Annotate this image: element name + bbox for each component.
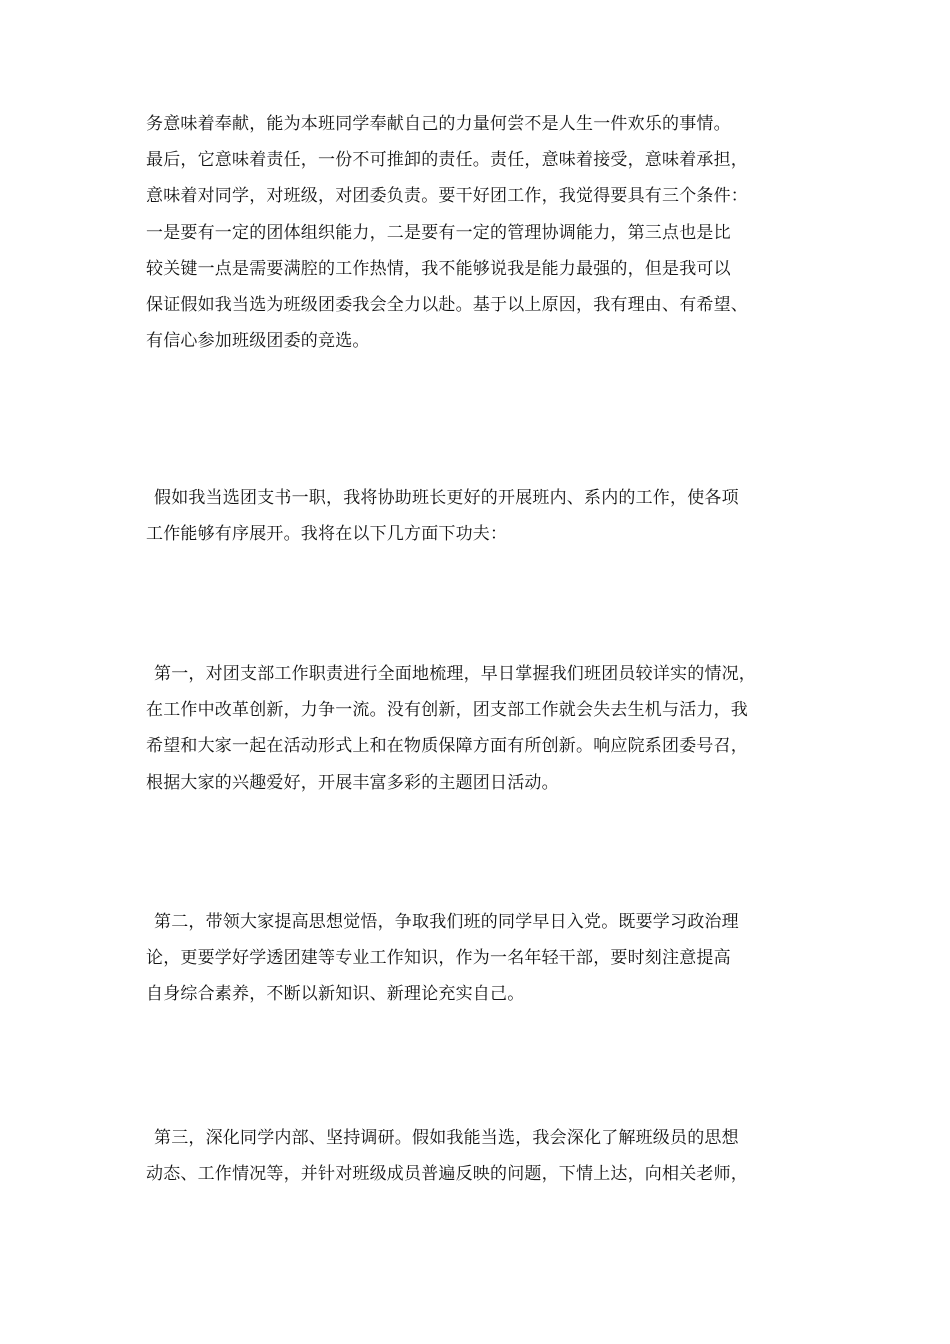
paragraph-4 bbox=[146, 904, 826, 1013]
text-line: 动态、工作情况等，并针对班级成员普遍反映的问题，下情上达，向相关老师， bbox=[146, 1164, 748, 1185]
text-line: 一是要有一定的团体组织能力，二是要有一定的管理协调能力，第三点也是比 bbox=[146, 222, 731, 243]
paragraph-3 bbox=[146, 656, 826, 801]
text-line: 论，更要学好学透团建等专业工作知识，作为一名年轻干部，要时刻注意提高 bbox=[146, 948, 731, 969]
text-line: 有信心参加班级团委的竞选。 bbox=[146, 331, 370, 352]
text-line: 自身综合素养，不断以新知识、新理论充实自己。 bbox=[146, 984, 525, 1005]
paragraph-1 bbox=[146, 106, 826, 359]
text-line: 希望和大家一起在活动形式上和在物质保障方面有所创新。响应院系团委号召， bbox=[146, 736, 748, 757]
text-line: 假如我当选团支书一职，我将协助班长更好的开展班内、系内的工作，使各项 bbox=[154, 488, 739, 508]
paragraph-5 bbox=[146, 1120, 826, 1192]
text-line: 第一，对团支部工作职责进行全面地梳理，早日掌握我们班团员较详实的情况， bbox=[154, 664, 756, 684]
text-line: 意味着对同学，对班级，对团委负责。要干好团工作，我觉得要具有三个条件： bbox=[146, 186, 748, 207]
text-line: 第二，带领大家提高思想觉悟，争取我们班的同学早日入党。既要学习政治理 bbox=[154, 912, 739, 932]
text-line: 在工作中改革创新，力争一流。没有创新，团支部工作就会失去生机与活力，我 bbox=[146, 700, 748, 721]
text-line: 工作能够有序展开。我将在以下几方面下功夫： bbox=[146, 524, 508, 545]
text-line: 务意味着奉献，能为本班同学奉献自己的力量何尝不是人生一件欢乐的事情。 bbox=[146, 114, 731, 134]
text-line: 根据大家的兴趣爱好，开展丰富多彩的主题团日活动。 bbox=[146, 772, 559, 793]
text-line: 保证假如我当选为班级团委我会全力以赴。基于以上原因，我有理由、有希望、 bbox=[146, 294, 748, 315]
paragraph-2 bbox=[146, 480, 826, 552]
text-line: 第三，深化同学内部、坚持调研。假如我能当选，我会深化了解班级员的思想 bbox=[154, 1128, 739, 1148]
text-line: 较关键一点是需要满腔的工作热情，我不能够说我是能力最强的，但是我可以 bbox=[146, 258, 731, 279]
text-line: 最后，它意味着责任，一份不可推卸的责任。责任，意味着接受，意味着承担， bbox=[146, 150, 748, 171]
